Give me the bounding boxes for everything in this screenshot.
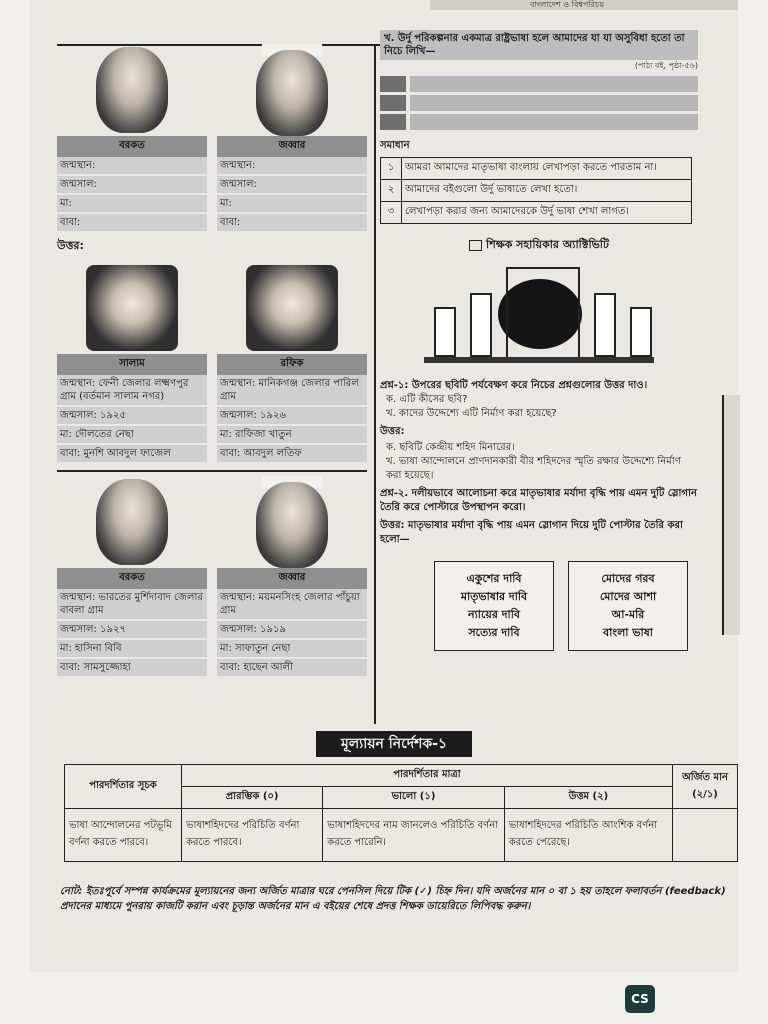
- blank-row: [380, 114, 698, 130]
- field-row: বাবা: হাছেন আলী: [217, 659, 367, 678]
- solution-table: [380, 157, 692, 224]
- card-name: জব্বার: [217, 568, 367, 589]
- question-2: প্রশ্ন-২. দলীয়ভাবে আলোচনা করে মাতৃভাষার মর্যাদা বৃদ্ধি পায় এমন দুটি স্লোগান তৈরি করে পোস্টারে উপস্থাপন করো।: [380, 488, 697, 513]
- table-row: ৩ লেখাপড়া করার জন্য আমাদেরকে উর্দু ভাষা শেখা লাগত।: [381, 202, 692, 224]
- question-1: প্রশ্ন-১: উপরের ছবিটি পর্যবেক্ষণ করে নিচের প্রশ্নগুলোর উত্তর দাও।: [380, 380, 648, 391]
- poster-2: মোদের গরব মোদের আশা আ-মরি বাংলা ভাষা: [568, 561, 688, 651]
- level-cell: ভাষাশহিদদের নাম জানলেও পরিচিতি বর্ণনা করতে পারেনি।: [323, 809, 505, 862]
- answer-label: উত্তর:: [380, 426, 405, 437]
- cards-bottom: [57, 476, 367, 678]
- answer-item: ক. ছবিটি কেন্দ্রীয় শহিদ মিনারের।: [386, 442, 515, 453]
- field-row: বাবা: মুনশি আবদুল ফাজেল: [57, 445, 207, 464]
- field-row: মা:: [57, 195, 207, 214]
- card-barkat-blank: [57, 44, 207, 233]
- table-row: [65, 809, 738, 862]
- cards-mid: [57, 262, 367, 464]
- minar-pillar: [434, 307, 456, 357]
- field-row: বাবা:: [57, 214, 207, 233]
- card-jabbar: [217, 476, 367, 678]
- poster-boxes: [380, 561, 698, 651]
- portrait-photo: [57, 476, 207, 568]
- top-header-strip: বাংলাদেশ ও বিশ্বপরিচয়: [430, 0, 738, 10]
- card-jabbar-blank: [217, 44, 367, 233]
- field-row: জন্মস্থান: মানিকগঞ্জ জেলার পারিল গ্রাম: [217, 375, 367, 407]
- field-row: মা: দৌলতের নেছা: [57, 426, 207, 445]
- page-reference: (পাঠ্য বই, পৃষ্ঠা-৫৬): [634, 61, 698, 70]
- answer-label: উত্তর:: [57, 239, 84, 252]
- level-cell: ভাষাশহিদদের পরিচিতি আংশিক বর্ণনা করতে পেরেছে।: [504, 809, 672, 862]
- poster-1: একুশের দাবি মাতৃভাষার দাবি ন্যায়ের দাবি সত্যের দাবি: [434, 561, 554, 651]
- field-row: বাবা: সামসুজ্জোহা: [57, 659, 207, 678]
- portrait-photo: [57, 262, 207, 354]
- col-level: পারদর্শিতার মাত্রা: [182, 765, 673, 787]
- left-column: [57, 44, 367, 678]
- card-name: রফিক: [217, 354, 367, 375]
- answer-2: উত্তর: মাতৃভাষার মর্যাদা বৃদ্ধি পায় এমন স্লোগান দিয়ে দুটি পোস্টার তৈরি করা হলো—: [380, 520, 683, 545]
- card-salam: [57, 262, 207, 464]
- card-rafiq: [217, 262, 367, 464]
- level-header: প্রারম্ভিক (০): [182, 787, 323, 809]
- level-cell: ভাষাশহিদদের পরিচিতি বর্ণনা করতে পারবে।: [182, 809, 323, 862]
- activity-title: শিক্ষক সহায়িকার অ্যাক্টিভিটি: [380, 236, 698, 255]
- table-row: ১ আমরা আমাদের মাতৃভাষা বাংলায় লেখাপড়া করতে পারতাম না।: [381, 158, 692, 180]
- camscanner-logo: CS: [625, 985, 655, 1013]
- portrait-photo: [217, 44, 367, 136]
- card-name: সালাম: [57, 354, 207, 375]
- cards-top: [57, 44, 367, 233]
- col-indicator: পারদর্শিতার সূচক: [65, 765, 182, 809]
- evaluation-table: [64, 764, 738, 862]
- evaluation-title: মূল্যায়ন নির্দেশক-১: [316, 731, 472, 757]
- field-row: জন্মস্থান: ফেনী জেলার লক্ষ্মণপুর গ্রাম (বর্তমান সালাম নগর): [57, 375, 207, 407]
- field-row: জন্মসাল: ১৯২৬: [217, 407, 367, 426]
- blank-row: [380, 95, 698, 111]
- minar-base: [424, 357, 654, 363]
- book-icon: [469, 240, 482, 251]
- field-row: জন্মস্থান: ময়মনসিংহ জেলার পাঁচুয়া গ্রাম: [217, 589, 367, 621]
- field-row: জন্মসাল: ১৯২৫: [57, 407, 207, 426]
- section-divider: [57, 470, 367, 472]
- field-row: মা: সাফাতুন নেছা: [217, 640, 367, 659]
- portrait-photo: [217, 476, 367, 568]
- question-heading: খ. উর্দু পরিকল্পনার একমাত্র রাষ্ট্রভাষা হলে আমাদের যা যা অসুবিধা হতো তা নিচে লিখি—: [380, 30, 698, 60]
- side-tab: [722, 395, 740, 635]
- col-score: অর্জিত মান (২/১): [673, 765, 738, 809]
- field-row: মা: হাসিনা বিবি: [57, 640, 207, 659]
- portrait-photo: [217, 262, 367, 354]
- score-cell: [673, 809, 738, 862]
- field-row: জন্মসাল: ১৯১৯: [217, 621, 367, 640]
- field-row: বাবা: আবদুল লতিফ: [217, 445, 367, 464]
- blank-row: [380, 76, 698, 92]
- indicator-cell: ভাষা আন্দোলনের পটভূমি বর্ণনা করতে পারবে।: [65, 809, 182, 862]
- card-barkat: [57, 476, 207, 678]
- field-row: জন্মস্থান:: [217, 157, 367, 176]
- question-item: খ. কাদের উদ্দেশ্যে এটি নির্মাণ করা হয়েছে?: [386, 408, 557, 419]
- minar-pillar: [630, 307, 652, 357]
- level-header: উত্তম (২): [504, 787, 672, 809]
- field-row: মা: রাফিজা খাতুন: [217, 426, 367, 445]
- field-row: জন্মসাল: ১৯২৭: [57, 621, 207, 640]
- field-row: জন্মস্থান: ভারতের মুর্শিদাবাদ জেলার বাবলা গ্রাম: [57, 589, 207, 621]
- shaheed-minar-illustration: [380, 263, 698, 373]
- portrait-photo: [57, 44, 207, 136]
- question-item: ক. এটি কীসের ছবি?: [386, 394, 468, 405]
- level-header: ভালো (১): [323, 787, 505, 809]
- minar-pillar: [470, 293, 492, 357]
- field-row: জন্মসাল:: [57, 176, 207, 195]
- card-name: বরকত: [57, 568, 207, 589]
- card-name: জব্বার: [217, 136, 367, 157]
- card-name: বরকত: [57, 136, 207, 157]
- field-row: বাবা:: [217, 214, 367, 233]
- right-column: [380, 30, 698, 651]
- minar-center-arch: [506, 267, 580, 357]
- answer-item: খ. ভাষা আন্দোলনে প্রাণদানকারী বীর শহিদদের স্মৃতি রক্ষার উদ্দেশ্যে নির্মাণ করা হয়েছে।: [386, 456, 681, 481]
- table-row: [65, 765, 738, 787]
- solution-label: সমাধান: [380, 140, 410, 151]
- table-row: ২ আমাদের বইগুলো উর্দু ভাষাতে লেখা হতো।: [381, 180, 692, 202]
- field-row: জন্মস্থান:: [57, 157, 207, 176]
- column-divider: [374, 44, 376, 724]
- field-row: জন্মসাল:: [217, 176, 367, 195]
- footnote: নোট: ইতঃপূর্বে সম্পন্ন কার্যক্রমের মূল্যায়নের জন্য অর্জিত মাত্রার ঘরে পেনসিল দিয়ে টিক (✓) চিহ্ন দিন। যদি অর্জনের মান ০ বা ১ হয় তাহলে ফলাবর্তন (feedback) প্রদানের মাধ্যমে পুনরায় কাজটি করান এবং চূড়ান্ত অর্জনের মান এ বইয়ের শেষে প্রদত্ত শিক্ষক ডায়েরিতে লিপিবদ্ধ করুন।: [60, 886, 726, 912]
- minar-pillar: [594, 293, 616, 357]
- field-row: মা:: [217, 195, 367, 214]
